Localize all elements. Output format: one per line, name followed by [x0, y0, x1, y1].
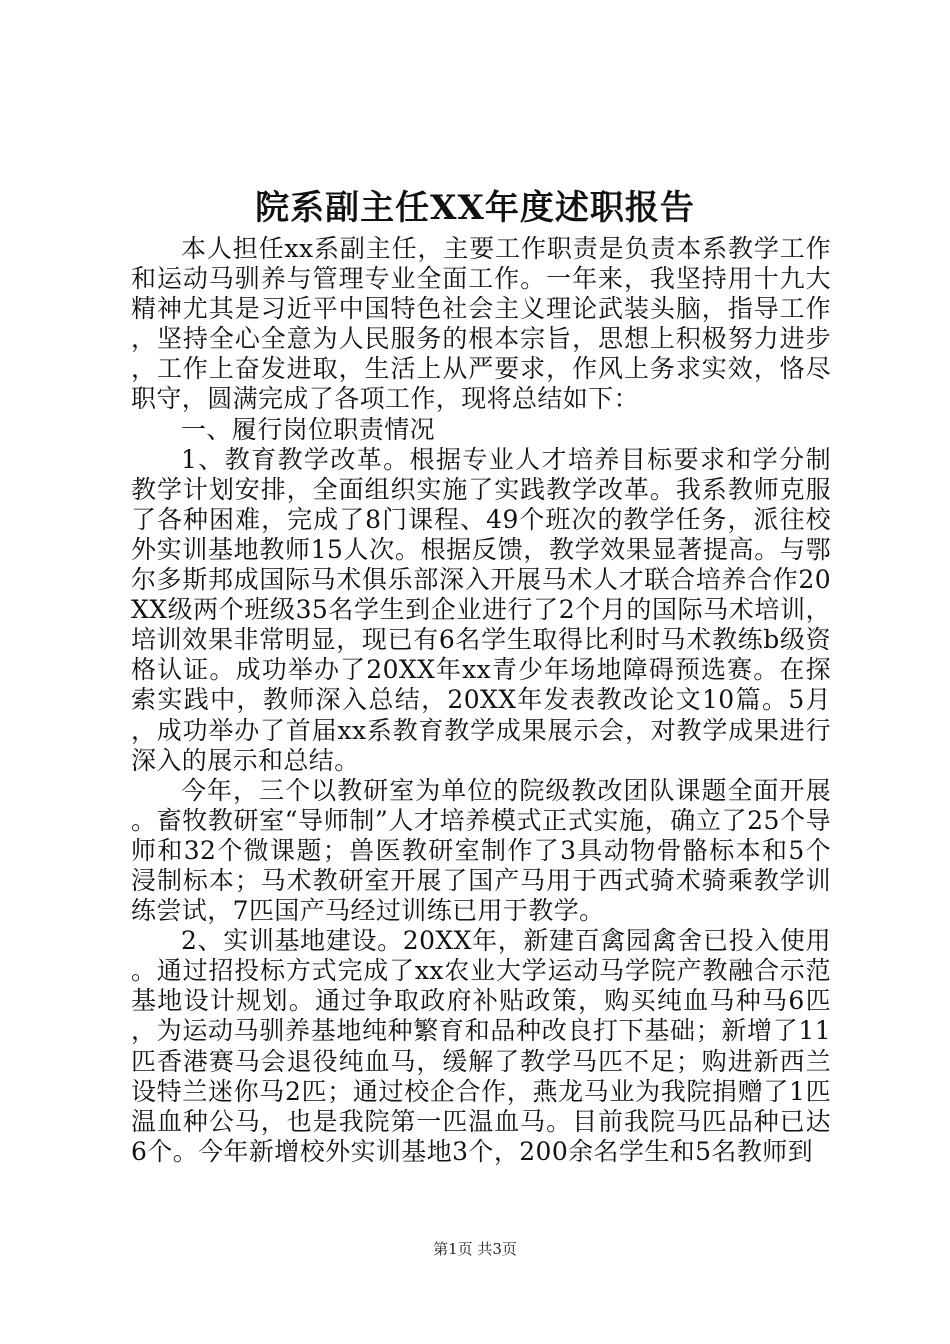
document-body	[131, 234, 831, 1167]
paragraph-research-teams: 今年，三个以教研室为单位的院级教改团队课题全面开展。畜牧教研室“导师制”人才培养模式正式实施，确立了25个导师和32个微课题；兽医教研室制作了3具动物骨骼标本和5个浸制标本；马术教研室开展了国产马用于西式骑术骑乘教学训练尝试，7匹国产马经过训练已用于教学。	[131, 775, 831, 926]
paragraph-intro: 本人担任xx系副主任，主要工作职责是负责本系教学工作和运动马驯养与管理专业全面工作。一年来，我坚持用十九大精神尤其是习近平中国特色社会主义理论武装头脑，指导工作，坚持全心全意为人民服务的根本宗旨，思想上积极努力进步，工作上奋发进取，生活上从严要求，作风上务求实效，恪尽职守，圆满完成了各项工作，现将总结如下：	[131, 234, 831, 414]
page-number-footer: 第1页 共3页	[433, 1240, 517, 1258]
paragraph-teaching-reform: 1、教育教学改革。根据专业人才培养目标要求和学分制教学计划安排，全面组织实施了实践教学改革。我系教师克服了各种困难，完成了8门课程、49个班次的教学任务，派往校外实训基地教师15人次。根据反馈，教学效果显著提高。与鄂尔多斯邦成国际马术俱乐部深入开展马术人才联合培养合作20XX级两个班级35名学生到企业进行了2个月的国际马术培训，培训效果非常明显，现已有6名学生取得比利时马术教练b级资格认证。成功举办了20XX年xx青少年场地障碍预选赛。在探索实践中，教师深入总结，20XX年发表教改论文10篇。5月，成功举办了首届xx系教育教学成果展示会，对教学成果进行深入的展示和总结。	[131, 444, 831, 775]
paragraph-training-base: 2、实训基地建设。20XX年，新建百禽园禽舍已投入使用。通过招投标方式完成了xx农业大学运动马学院产教融合示范基地设计规划。通过争取政府补贴政策，购买纯血马种马6匹，为运动马驯养基地纯种繁育和品种改良打下基础；新增了11匹香港赛马会退役纯血马，缓解了教学马匹不足；购进新西兰设特兰迷你马2匹；通过校企合作，燕龙马业为我院捐赠了1匹温血种公马，也是我院第一匹温血马。目前我院马匹品种已达6个。今年新增校外实训基地3个，200余名学生和5名教师到	[131, 926, 831, 1166]
document-title: 院系副主任XX年度述职报告	[255, 188, 695, 228]
section-heading-duties: 一、履行岗位职责情况	[181, 414, 436, 444]
